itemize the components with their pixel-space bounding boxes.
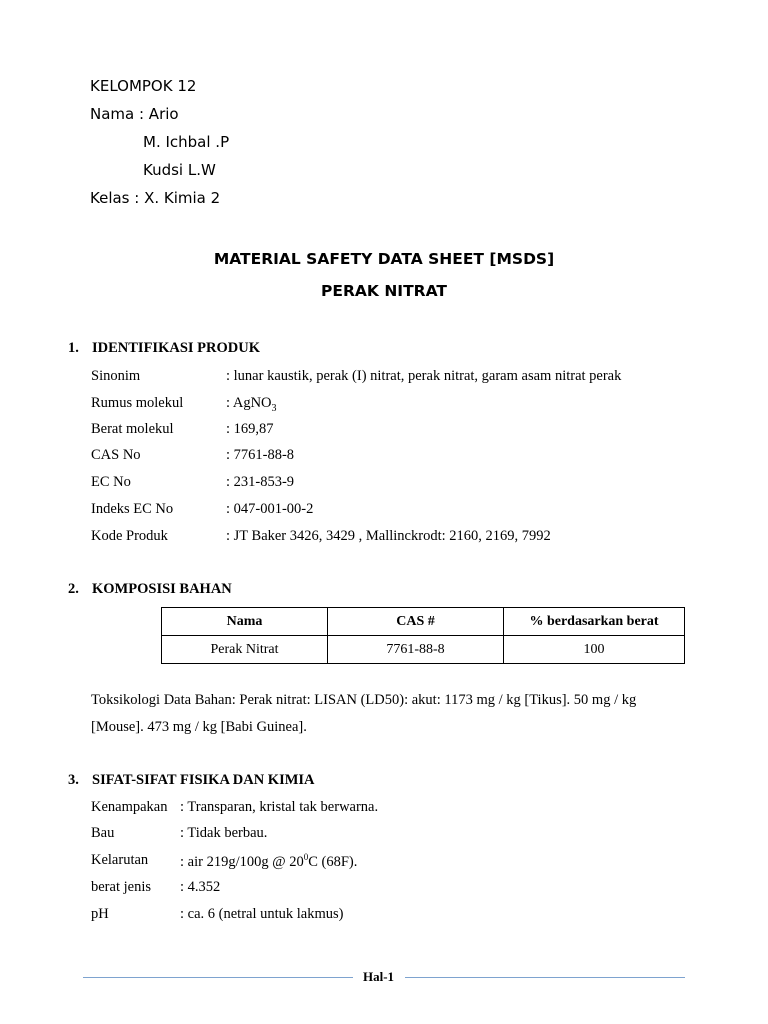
- s1-value: : 169,87: [226, 421, 274, 437]
- s1-value: : 047-001-00-2: [226, 501, 314, 517]
- s1-row-product-code: [91, 528, 551, 545]
- section-2-number: 2.: [68, 581, 79, 597]
- td-percent: 100: [504, 636, 685, 664]
- formula-text: : AgNO: [226, 395, 272, 411]
- s3-value: : Transparan, kristal tak berwarna.: [180, 799, 379, 815]
- s1-key: Rumus molekul: [91, 395, 184, 411]
- s1-value: : 7761-88-8: [226, 447, 295, 463]
- s3-value: : 4.352: [180, 879, 221, 895]
- s3-key: Kelarutan: [91, 852, 149, 868]
- s1-key: EC No: [91, 474, 131, 490]
- section-1-title: IDENTIFIKASI PRODUK: [92, 340, 260, 356]
- s3-row-density: [91, 879, 221, 896]
- s1-value: [226, 395, 277, 414]
- s1-key: CAS No: [91, 447, 141, 463]
- tox-line-2: [Mouse]. 473 mg / kg [Babi Guinea].: [91, 719, 307, 735]
- s1-row-cas: [91, 447, 295, 464]
- s3-value: [180, 852, 357, 871]
- section-2-title: KOMPOSISI BAHAN: [92, 581, 232, 597]
- section-1-number: 1.: [68, 340, 79, 356]
- footer-rule-right: [405, 977, 685, 978]
- name-label: Nama : Ario: [90, 105, 179, 123]
- th-percent: % berdasarkan berat: [504, 608, 685, 636]
- s3-key: Kenampakan: [91, 799, 168, 815]
- header-block: [90, 72, 229, 212]
- td-name: Perak Nitrat: [162, 636, 328, 664]
- toxicology-paragraph: [91, 687, 691, 741]
- s3-row-odor: [91, 825, 268, 842]
- section-3-heading: [68, 772, 315, 789]
- s3-row-ph: [91, 906, 344, 923]
- s1-value: : lunar kaustik, perak (I) nitrat, perak nitrat, garam asam nitrat perak: [226, 368, 622, 384]
- section-3-title: SIFAT-SIFAT FISIKA DAN KIMIA: [92, 772, 315, 788]
- s1-key: Kode Produk: [91, 528, 168, 544]
- document-title: MATERIAL SAFETY DATA SHEET [MSDS]: [213, 250, 555, 268]
- member-2: M. Ichbal .P: [143, 133, 230, 151]
- group-label: KELOMPOK 12: [90, 77, 197, 95]
- s3-key: pH: [91, 906, 109, 922]
- footer-rule-left: [83, 977, 353, 978]
- tox-line-1: Toksikologi Data Bahan: Perak nitrat: LISAN (LD50): akut: 1173 mg / kg [Tikus]. 50 mg / kg: [91, 692, 637, 708]
- s1-row-ec: [91, 474, 295, 491]
- s1-key: Berat molekul: [91, 421, 174, 437]
- page-number: Hal-1: [363, 969, 395, 984]
- section-2-heading: [68, 581, 232, 598]
- s1-row-synonym: [91, 368, 622, 385]
- section-3-number: 3.: [68, 772, 79, 788]
- s1-value: : 231-853-9: [226, 474, 295, 490]
- s1-key: Sinonim: [91, 368, 141, 384]
- composition-table: [161, 607, 685, 664]
- td-cas: 7761-88-8: [328, 636, 504, 664]
- table-header-row: [162, 608, 685, 636]
- solubility-post: C (68F).: [308, 853, 358, 870]
- document-subtitle: PERAK NITRAT: [321, 282, 447, 300]
- s1-row-ec-index: [91, 501, 314, 518]
- s1-key: Indeks EC No: [91, 501, 174, 517]
- member-3: Kudsi L.W: [143, 161, 216, 179]
- table-row: [162, 636, 685, 664]
- s3-row-solubility: [91, 852, 358, 870]
- th-name: Nama: [162, 608, 328, 636]
- class-label: Kelas : X. Kimia 2: [90, 189, 221, 207]
- solubility-pre: : air 219g/100g @ 20: [180, 853, 304, 870]
- s3-key: berat jenis: [91, 879, 151, 895]
- s3-row-appearance: [91, 799, 379, 816]
- s3-value: : ca. 6 (netral untuk lakmus): [180, 906, 344, 922]
- degree-superscript: 0: [303, 852, 309, 862]
- s1-row-weight: [91, 421, 274, 438]
- formula-subscript: 3: [271, 402, 277, 414]
- s1-value: : JT Baker 3426, 3429 , Mallinckrodt: 2160, 2169, 7992: [226, 528, 551, 544]
- th-cas: CAS #: [328, 608, 504, 636]
- section-1-heading: [68, 340, 260, 357]
- s3-key: Bau: [91, 825, 115, 841]
- s3-value: : Tidak berbau.: [180, 825, 268, 841]
- s1-row-formula: [91, 395, 277, 414]
